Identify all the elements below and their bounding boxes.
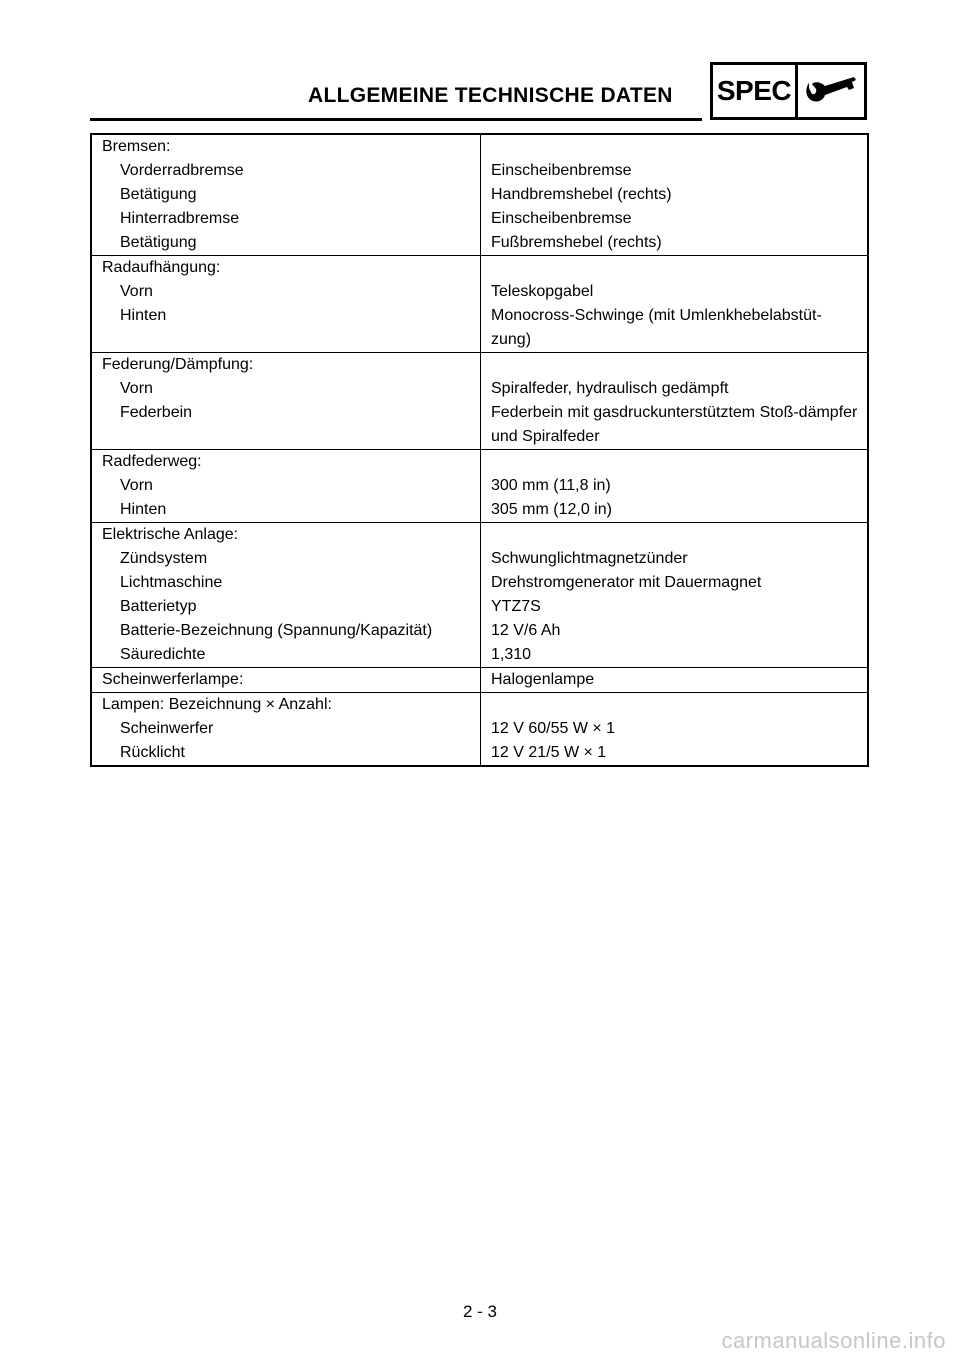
spec-label: Hinten: [120, 307, 167, 324]
spec-group-value: [480, 693, 867, 717]
spec-group-title: Radfederweg:: [102, 453, 202, 470]
spec-group-value: Halogenlampe: [480, 668, 867, 692]
spec-value: Spiralfeder, hydraulisch gedämpft: [480, 377, 867, 401]
spec-group: [92, 692, 867, 765]
spec-label: Lichtmaschine: [120, 574, 223, 591]
spec-group-header: [92, 450, 867, 474]
spec-badge-label: SPEC: [713, 65, 798, 117]
spec-group-header: [92, 668, 867, 692]
spec-label: Rücklicht: [120, 744, 185, 761]
spec-value: 305 mm (12,0 in): [480, 498, 867, 522]
spec-value: Monocross-Schwinge (mit Umlenkhebelabstüt-zung): [480, 304, 867, 352]
spec-group-header: [92, 523, 867, 547]
spec-row: [92, 741, 867, 765]
page-number: 2 - 3: [462, 1302, 498, 1321]
spec-value: Einscheibenbremse: [480, 207, 867, 231]
spec-label: Scheinwerfer: [120, 720, 214, 737]
spec-group-value: [480, 523, 867, 547]
spec-row: [92, 498, 867, 522]
spec-value: Einscheibenbremse: [480, 159, 867, 183]
spec-group-value: [480, 353, 867, 377]
spec-label: Säuredichte: [120, 646, 206, 663]
spec-label: Vorn: [120, 283, 153, 300]
spec-group-title: Elektrische Anlage:: [102, 526, 239, 543]
spec-row: [92, 304, 867, 352]
spec-label: Hinterradbremse: [120, 210, 240, 227]
spec-row: [92, 595, 867, 619]
spec-row: [92, 207, 867, 231]
spec-group-header: [92, 353, 867, 377]
spec-group: [92, 135, 867, 255]
spec-label: Vorderradbremse: [120, 162, 244, 179]
wrench-icon: [798, 65, 864, 117]
spec-value: 12 V 21/5 W × 1: [480, 741, 867, 765]
spec-group: [92, 522, 867, 667]
spec-group-header: [92, 135, 867, 159]
spec-value: 1,310: [480, 643, 867, 667]
spec-value: 300 mm (11,8 in): [480, 474, 867, 498]
spec-label: Zündsystem: [120, 550, 208, 567]
spec-value: Drehstromgenerator mit Dauermagnet: [480, 571, 867, 595]
spec-value: Teleskopgabel: [480, 280, 867, 304]
spec-group-header: [92, 256, 867, 280]
spec-value: Handbremshebel (rechts): [480, 183, 867, 207]
spec-row: [92, 717, 867, 741]
spec-group-value: [480, 450, 867, 474]
spec-group-title: Bremsen:: [102, 138, 171, 155]
spec-value: Federbein mit gasdruckunterstütztem Stoß-dämpfer und Spiralfeder: [480, 401, 867, 449]
spec-label: Batterie-Bezeichnung (Spannung/Kapazität): [120, 622, 433, 639]
spec-row: [92, 377, 867, 401]
spec-label: Batterietyp: [120, 598, 197, 615]
spec-group-value: [480, 135, 867, 159]
spec-label: Vorn: [120, 380, 153, 397]
spec-label: Federbein: [120, 404, 193, 421]
spec-row: [92, 547, 867, 571]
spec-table: [90, 133, 869, 767]
spec-row: [92, 474, 867, 498]
spec-group-title: Radaufhängung:: [102, 259, 221, 276]
spec-group-value: [480, 256, 867, 280]
spec-value: YTZ7S: [480, 595, 867, 619]
spec-row: [92, 571, 867, 595]
spec-row: [92, 619, 867, 643]
spec-row: [92, 159, 867, 183]
spec-row: [92, 280, 867, 304]
spec-group-title: Scheinwerferlampe:: [102, 671, 244, 688]
spec-row: [92, 231, 867, 255]
spec-value: 12 V 60/55 W × 1: [480, 717, 867, 741]
spec-group-title: Lampen: Bezeichnung × Anzahl:: [102, 696, 332, 713]
spec-badge: [710, 62, 867, 120]
spec-value: Fußbremshebel (rechts): [480, 231, 867, 255]
spec-group: [92, 449, 867, 522]
spec-group: [92, 667, 867, 692]
spec-group: [92, 255, 867, 352]
spec-label: Hinten: [120, 501, 167, 518]
spec-label: Vorn: [120, 477, 153, 494]
spec-value: 12 V/6 Ah: [480, 619, 867, 643]
spec-row: [92, 643, 867, 667]
spec-group: [92, 352, 867, 449]
header-rule: [90, 118, 702, 121]
watermark: carmanualsonline.info: [721, 1328, 946, 1353]
page-title: ALLGEMEINE TECHNISCHE DATEN: [308, 84, 673, 107]
spec-group-title: Federung/Dämpfung:: [102, 356, 254, 373]
spec-group-header: [92, 693, 867, 717]
spec-row: [92, 401, 867, 449]
spec-value: Schwunglichtmagnetzünder: [480, 547, 867, 571]
spec-label: Betätigung: [120, 186, 197, 203]
spec-label: Betätigung: [120, 234, 197, 251]
spec-row: [92, 183, 867, 207]
